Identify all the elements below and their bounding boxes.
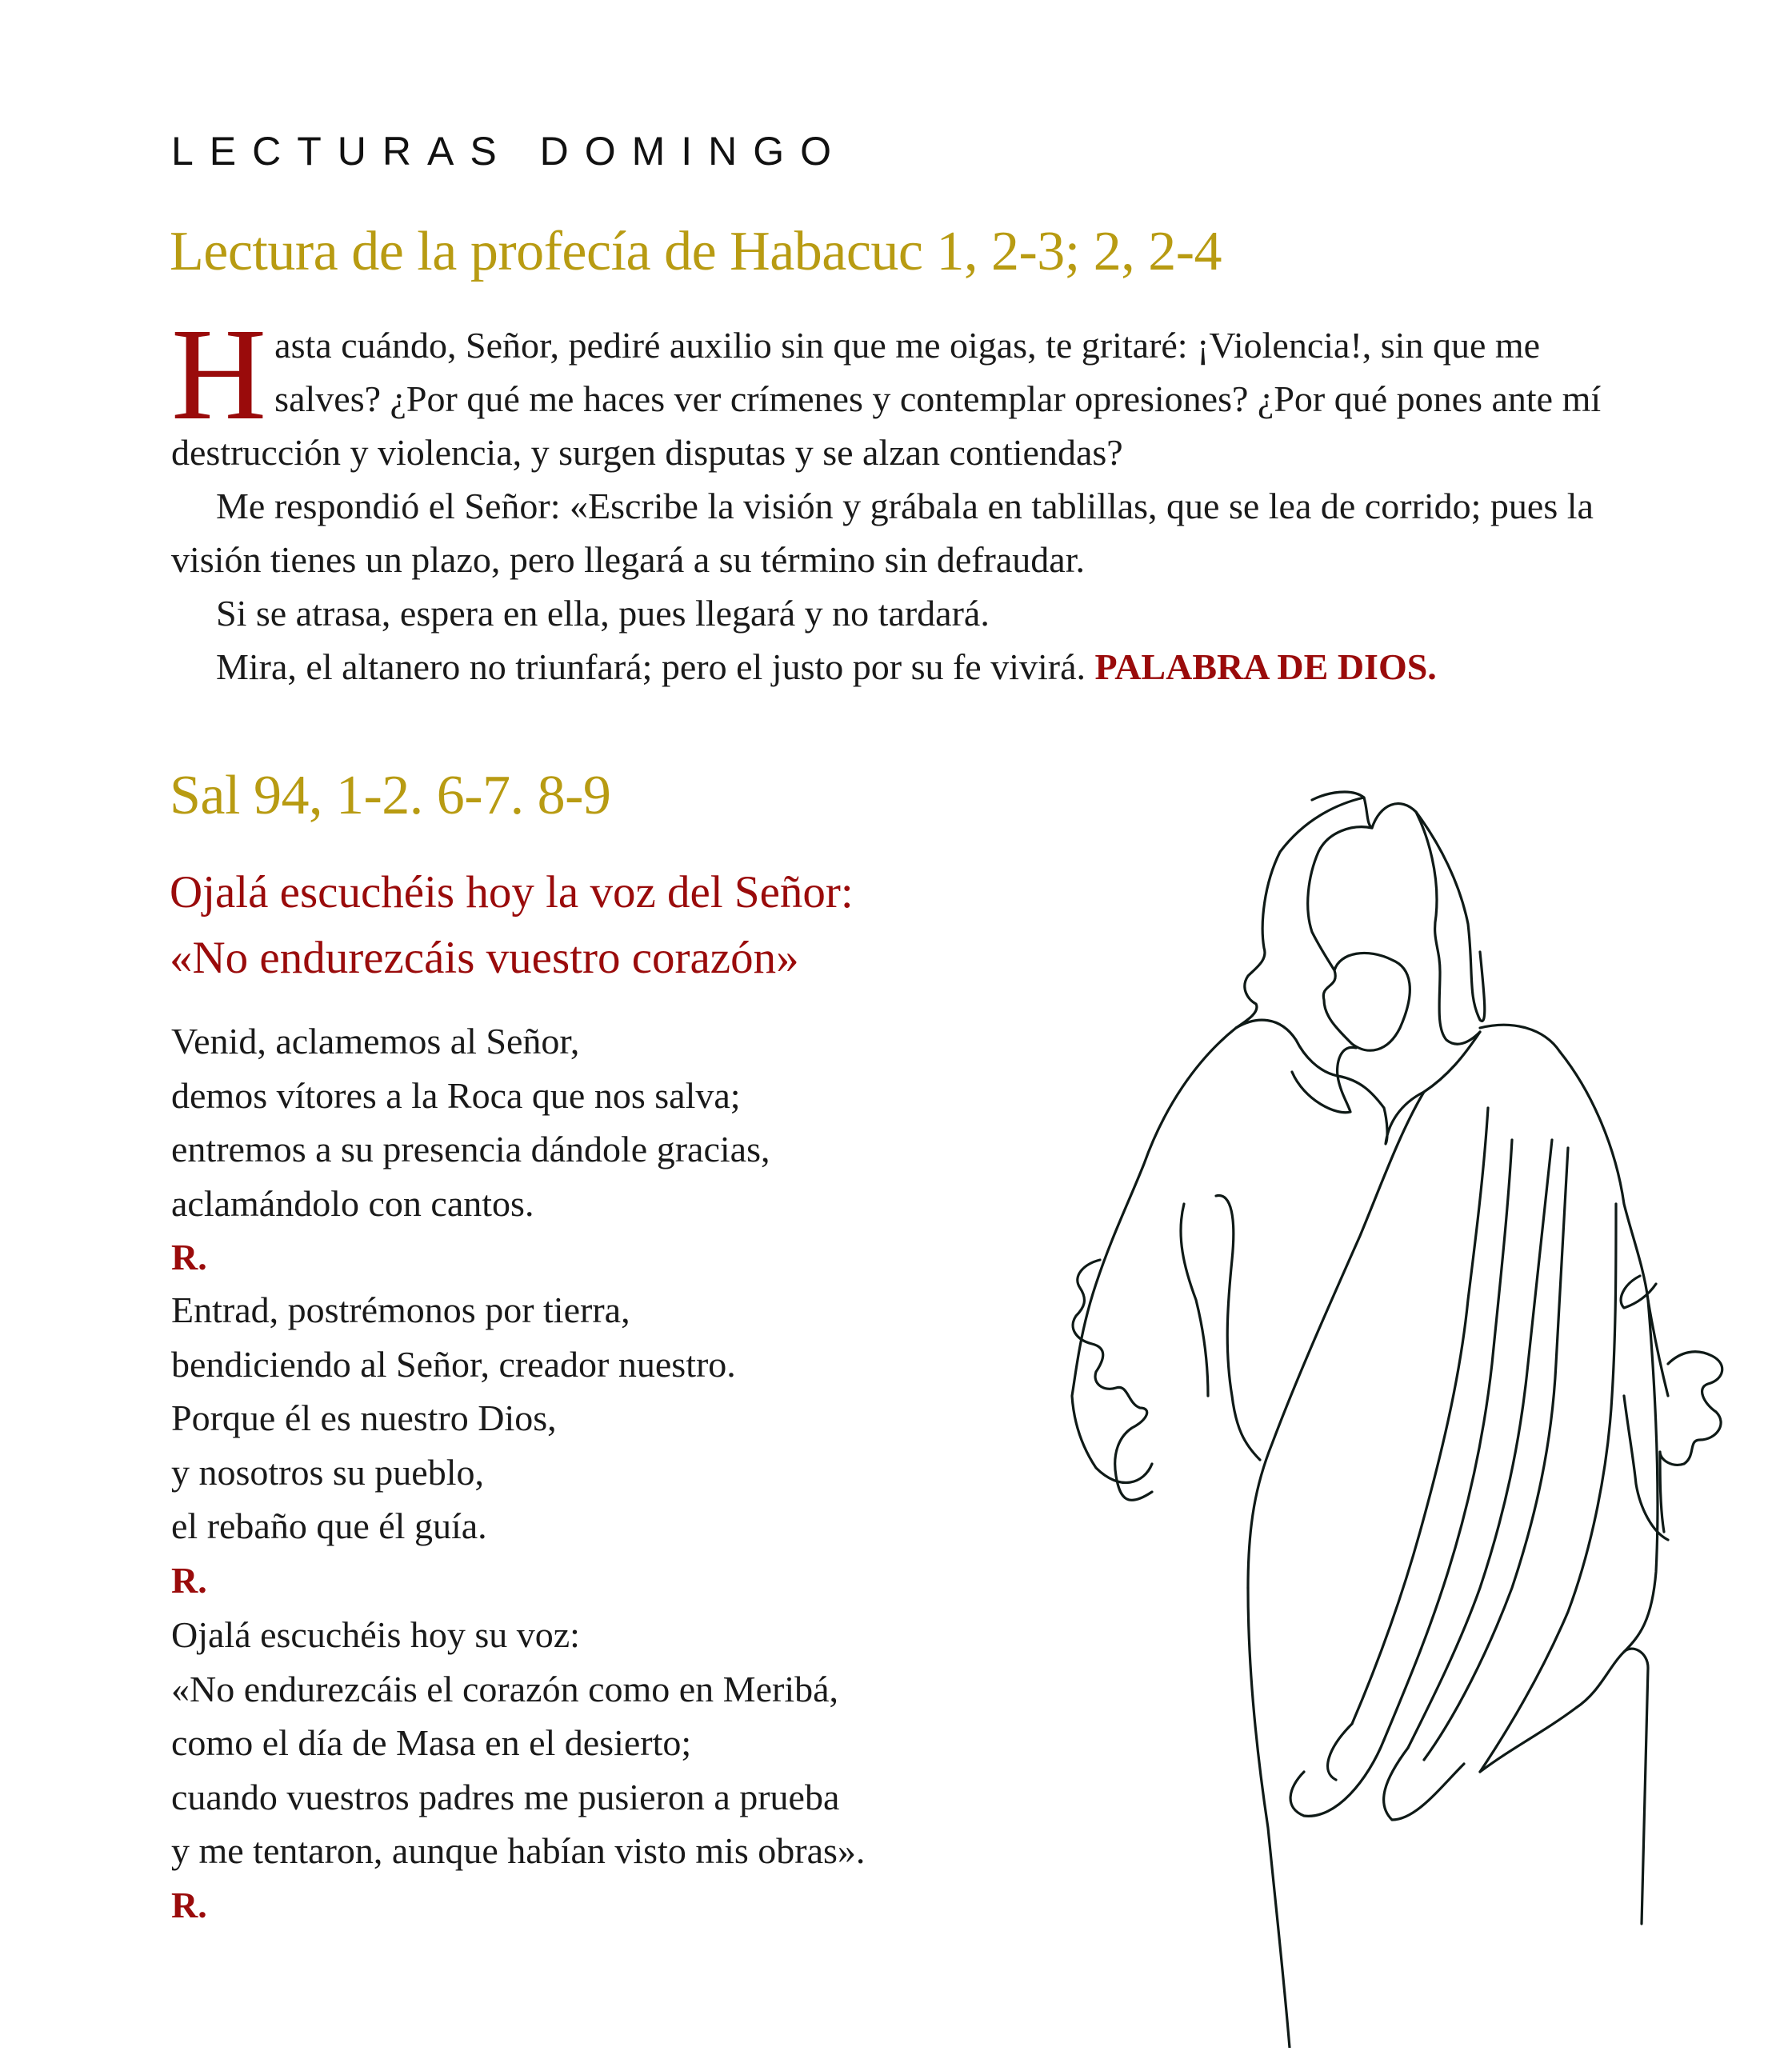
stanza-line bbox=[171, 1824, 865, 1932]
robe-hem-folds bbox=[1290, 1649, 1648, 1924]
reading-paragraph: Me respondió el Señor: «Escribe la visión y grábala en tablillas, que se lea de corrido; pues la visión tienes un plazo, pero llegará a su término sin defraudar. bbox=[171, 486, 1594, 580]
robe-fold-1 bbox=[1352, 1108, 1488, 1724]
section-kicker: LECTURAS DOMINGO bbox=[171, 129, 848, 174]
left-sleeve bbox=[1072, 1028, 1236, 1483]
stanza-line: Venid, aclamemos al Señor, bbox=[171, 1021, 580, 1061]
reading-text: asta cuándo, Señor, pediré auxilio sin que me oigas, te gritaré: ¡Violencia!, sin que me salves? ¿Por qué me haces ver crímenes y contemplar opresiones? ¿Por qué pones ante mí destrucción y violencia, y surgen disputas y se alzan contiendas? bbox=[171, 325, 1602, 473]
psalm-response bbox=[170, 860, 854, 991]
response-marker: R. bbox=[171, 1559, 207, 1601]
palabra-de-dios: PALABRA DE DIOS. bbox=[1094, 646, 1437, 687]
stanza-line: Ojalá escuchéis hoy su voz: bbox=[171, 1614, 580, 1655]
left-sleeve-fold bbox=[1181, 1204, 1208, 1396]
left-sleeve-inner bbox=[1216, 1196, 1260, 1460]
response-line: Ojalá escuchéis hoy la voz del Señor: bbox=[170, 867, 854, 918]
psalm-stanza bbox=[171, 1608, 865, 1932]
stanza-line: «No endurezcáis el corazón como en Meribá, bbox=[171, 1668, 839, 1709]
left-hand bbox=[1073, 1260, 1152, 1500]
stanza-line: como el día de Masa en el desierto; bbox=[171, 1722, 692, 1763]
stanza-line bbox=[171, 1499, 736, 1607]
hair-outline bbox=[1312, 792, 1485, 1021]
beard bbox=[1292, 1047, 1356, 1112]
jesus-figure-icon bbox=[1064, 788, 1728, 2048]
hair-left bbox=[1236, 798, 1364, 1028]
stanza-line: bendiciendo al Señor, creador nuestro. bbox=[171, 1343, 736, 1385]
right-hand bbox=[1621, 1276, 1722, 1532]
stanza-line: entremos a su presencia dándole gracias, bbox=[171, 1129, 770, 1169]
robe-drape-main bbox=[1248, 1092, 1424, 1588]
reading-paragraph: Si se atrasa, espera en ella, pues llegará y no tardará. bbox=[216, 593, 990, 634]
reading-paragraph bbox=[171, 640, 1627, 694]
stanza-line: demos vítores a la Roca que nos salva; bbox=[171, 1074, 741, 1116]
stanza-text: el rebaño que él guía. bbox=[171, 1505, 487, 1546]
psalm-stanza bbox=[171, 1283, 736, 1607]
stanza-line: Entrad, postrémonos por tierra, bbox=[171, 1289, 630, 1330]
reading-text: Mira, el altanero no triunfará; pero el justo por su fe vivirá. bbox=[216, 646, 1086, 687]
psalm-stanza bbox=[171, 1014, 770, 1285]
response-marker: R. bbox=[171, 1237, 207, 1277]
reading-paragraph bbox=[171, 301, 1627, 479]
face-outline bbox=[1308, 827, 1410, 1050]
robe-right-edge bbox=[1624, 1300, 1658, 1652]
stanza-line: cuando vuestros padres me pusieron a prueba bbox=[171, 1776, 840, 1817]
first-reading-body bbox=[171, 301, 1627, 694]
response-marker: R. bbox=[171, 1884, 207, 1925]
jesus-line-illustration bbox=[1064, 788, 1728, 2048]
collar bbox=[1236, 1020, 1480, 1144]
stanza-line bbox=[171, 1177, 770, 1285]
first-reading-title: Lectura de la profecía de Habacuc 1, 2-3; 2, 2-4 bbox=[170, 221, 1222, 282]
robe-left-edge bbox=[1248, 1588, 1290, 2048]
drop-cap: H bbox=[171, 301, 267, 447]
stanza-text: aclamándolo con cantos. bbox=[171, 1182, 534, 1224]
face-right bbox=[1416, 812, 1480, 1044]
right-shoulder bbox=[1480, 1025, 1668, 1396]
response-line: «No endurezcáis vuestro corazón» bbox=[170, 933, 799, 983]
stanza-line: y nosotros su pueblo, bbox=[171, 1451, 484, 1493]
stanza-text: y me tentaron, aunque habían visto mis obras». bbox=[171, 1830, 866, 1871]
robe-fold-2 bbox=[1384, 1140, 1512, 1740]
psalm-title: Sal 94, 1-2. 6-7. 8-9 bbox=[170, 765, 611, 826]
stanza-line: Porque él es nuestro Dios, bbox=[171, 1397, 557, 1438]
